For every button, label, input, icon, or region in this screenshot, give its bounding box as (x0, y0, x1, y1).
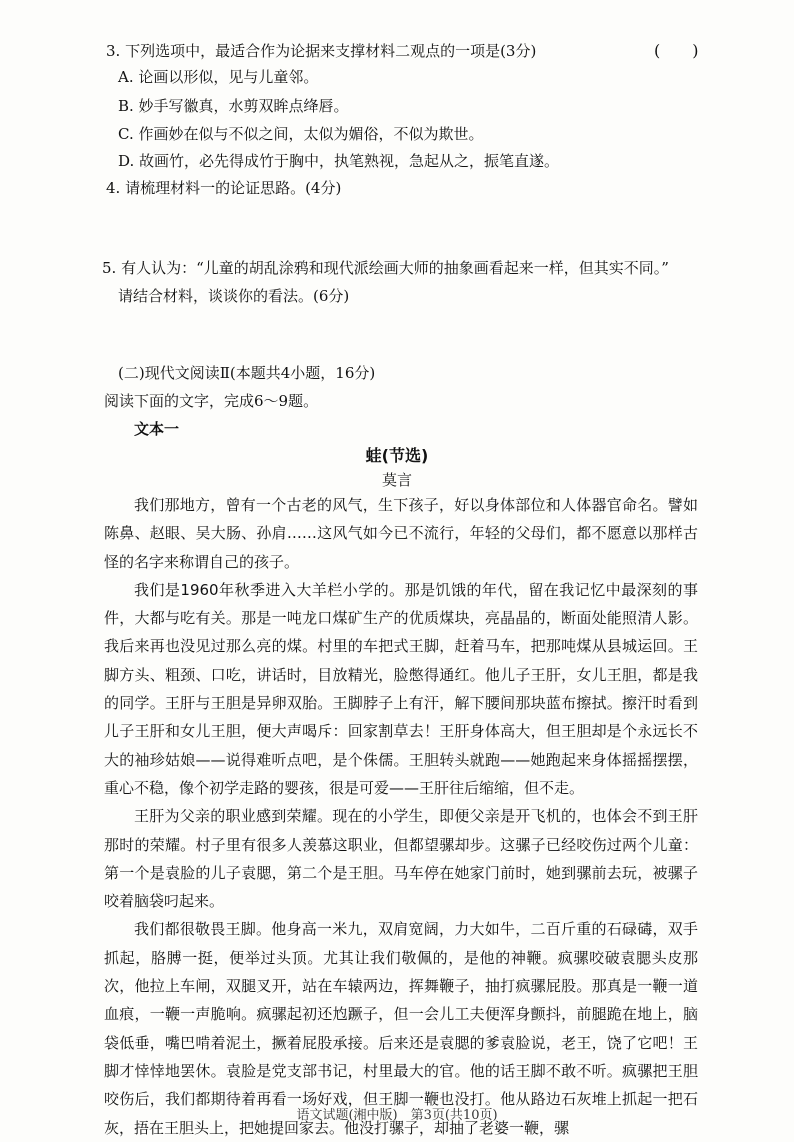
text-one-label: 文本一 (134, 420, 180, 438)
section-heading: (二)现代文阅读Ⅱ(本题共4小题，16分) (118, 364, 376, 382)
question-5-line-1: 5. 有人认为：“儿童的胡乱涂鸦和现代派绘画大师的抽象画看起来一样，但其实不同。” (102, 259, 669, 277)
question-3-option-a: A. 论画以形似，见与儿童邻。 (118, 68, 319, 86)
article-paragraph: 王肝为父亲的职业感到荣耀。现在的小学生，即便父亲是开飞机的，也体会不到王肝那时的荣耀。村子里有很多人羡慕这职业，但都望骡却步。这骡子已经咬伤过两个儿童：第一个是袁脸的儿子袁腮，第二个是王胆。马车停在她家门前时，她到骡前去玩，被骡子咬着脑袋叼起来。 (104, 807, 698, 911)
question-3-stem: 3. 下列选项中，最适合作为论据来支撑材料二观点的一项是(3分) (106, 42, 537, 60)
article-author: 莫言 (381, 471, 412, 489)
article-paragraph: 我们都很敬畏王脚。他身高一米九，双肩宽阔，力大如牛，二百斤重的石碌碡，双手抓起，胳膊一挺，便举过头顶。尤其让我们敬佩的，是他的神鞭。疯骡咬破袁腮头皮那次，他拉上车闸，双腿叉开，站在车辕两边，挥舞鞭子，抽打疯骡屁股。那真是一鞭一道血痕，一鞭一声脆响。疯骡起初还尥蹶子，但一会儿工夫便浑身颤抖，前腿跪在地上，脑袋低垂，嘴巴啃着泥土，撅着屁股承接。后来还是袁腮的爹袁脸说，老王，饶了它吧！王脚才悻悻地罢休。袁脸是党支部书记，村里最大的官。他的话王脚不敢不听。疯骡把王胆咬伤后，我们都期待着再看一场好戏，但王脚一鞭也没打。他从路边石灰堆上抓起一把石灰，捂在王胆头上，把她提回家去。他没打骡子，却抽了老婆一鞭，骡 (104, 920, 698, 1137)
article-paragraph: 我们是1960年秋季进入大羊栏小学的。那是饥饿的年代，留在我记忆中最深刻的事件，大都与吃有关。那是一吨龙口煤矿生产的优质煤块，亮晶晶的，断面处能照清人影。我后来再也没见过那么亮的煤。村里的车把式王脚，赶着马车，把那吨煤从县城运回。王脚方头、粗颈、口吃，讲话时，目放精光，脸憋得通红。他儿子王肝，女儿王胆，都是我的同学。王肝与王胆是异卵双胎。王脚脖子上有汗，解下腰间那块蓝布擦拭。擦汗时看到儿子王肝和女儿王胆，便大声喝斥：回家割草去！王肝身体高大，但王胆却是个永远长不大的袖珍姑娘——说得难听点吧，是个侏儒。王胆转头就跑——她跑起来身体摇摇摆摆，重心不稳，像个初学走路的婴孩，很是可爱——王肝往后缩缩，但不走。 (104, 580, 698, 797)
page-footer: 语文试题(湘中版) 第3页(共10页) (296, 1108, 498, 1123)
question-3-option-b: B. 妙手写徽真，水剪双眸点绛唇。 (118, 97, 349, 115)
question-3-option-c: C. 作画妙在似与不似之间，太似为媚俗，不似为欺世。 (118, 125, 484, 143)
answer-parentheses: ( ) (654, 41, 699, 60)
question-5-line-2: 请结合材料，谈谈你的看法。(6分) (118, 287, 350, 305)
question-4: 4. 请梳理材料一的论证思路。(4分) (106, 179, 342, 197)
article-title: 蛙(节选) (365, 446, 429, 465)
section-instruction: 阅读下面的文字，完成6～9题。 (104, 392, 319, 410)
question-3-option-d: D. 故画竹，必先得成竹于胸中，执笔熟视，急起从之，振笔直遂。 (118, 152, 560, 170)
article-paragraph: 我们那地方，曾有一个古老的风气，生下孩子，好以身体部位和人体器官命名。譬如陈鼻、赵眼、吴大肠、孙肩……这风气如今已不流行，年轻的父母们，都不愿意以那样古怪的名字来称谓自己的孩子。 (104, 496, 698, 571)
